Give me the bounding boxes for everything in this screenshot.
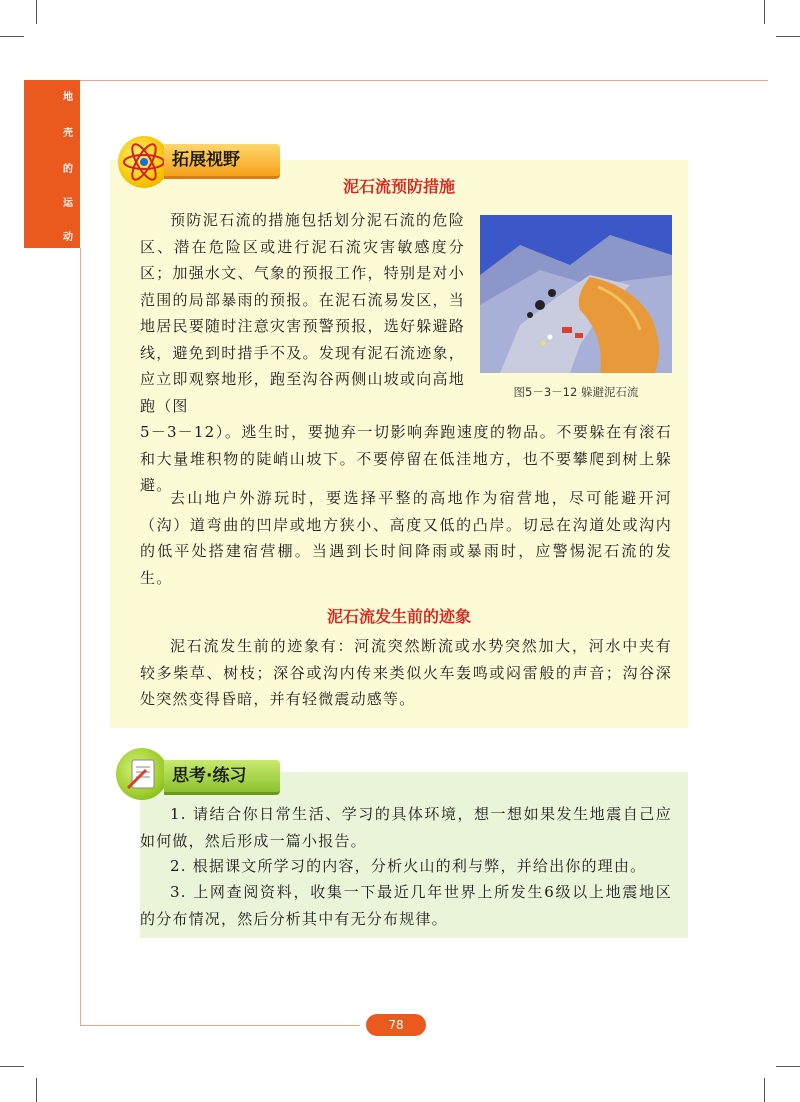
- side-tab-char: 壳: [63, 128, 73, 139]
- crop-mark: [0, 36, 24, 37]
- side-tab-char: 动: [63, 232, 73, 243]
- section-badge-exercise: 思考·练习: [164, 760, 280, 795]
- paragraph-prevention: 预防泥石流的措施包括划分泥石流的危险区、潜在危险区或进行泥石流灾害敏感度分区；加强水文、气象的预报工作，特别是对小范围的局部暴雨的预报。在泥石流易发区，当地居民要随时注意灾害预警预报，选好躲避路线，避免到时措手不及。发现有泥石流迹象，应立即观察地形，跑至沟谷两侧山坡或向高地跑（图: [140, 211, 465, 415]
- chapter-side-tab: [24, 80, 80, 248]
- crop-mark: [0, 1066, 24, 1067]
- figure-caption: 图5－3－12 躲避泥石流: [513, 385, 639, 399]
- paragraph-signs: 泥石流发生前的迹象有：河流突然断流或水势突然加大，河水中夹有较多柴草、树枝；深谷或沟内传来类似火车轰鸣或闷雷般的声音；沟谷深处突然变得昏暗，并有轻微震动感等。: [140, 637, 672, 708]
- page-number: 78: [366, 1014, 426, 1036]
- side-tab-char: 地: [63, 92, 73, 103]
- bottom-rule: [80, 1025, 360, 1026]
- crop-mark: [776, 36, 800, 37]
- crop-mark: [764, 0, 765, 24]
- side-tab-char: 的: [63, 164, 73, 175]
- notepad-icon: [116, 748, 168, 800]
- heading-prevention: 泥石流预防措施: [342, 177, 455, 196]
- left-rule: [80, 248, 81, 1026]
- heading-signs: 泥石流发生前的迹象: [326, 607, 471, 626]
- paragraph-prevention-continued: 5－3－12）。逃生时，要抛弃一切影响奔跑速度的物品。不要躲在有滚石和大量堆积物的陡峭山坡下。不要停留在低洼地方，也不要攀爬到树上躲避。: [140, 423, 672, 494]
- crop-mark: [36, 1078, 37, 1102]
- crop-mark: [36, 0, 37, 24]
- exercise-question: 2. 根据课文所学习的内容，分析火山的利与弊，并给出你的理由。: [170, 857, 647, 875]
- side-tab-char: 运: [63, 198, 73, 209]
- crop-mark: [776, 1066, 800, 1067]
- exercise-question: 3. 上网查阅资料，收集一下最近几年世界上所发生6级以上地震地区的分布情况，然后分析其中有无分布规律。: [140, 883, 672, 928]
- exercise-question: 1. 请结合你日常生活、学习的具体环境，想一想如果发生地震自己应如何做，然后形成一篇小报告。: [140, 805, 672, 850]
- paragraph-camping: 去山地户外游玩时，要选择平整的高地作为宿营地，尽可能避开河（沟）道弯曲的凹岸或地方狭小、高度又低的凸岸。切忌在沟道处或沟内的低平处搭建宿营棚。当遇到长时间降雨或暴雨时，应警惕泥石流的发生。: [140, 489, 672, 587]
- crop-mark: [764, 1078, 765, 1102]
- section-badge-extension: 拓展视野: [164, 144, 280, 179]
- debris-flow-illustration: [480, 215, 672, 373]
- top-rule: [30, 80, 768, 81]
